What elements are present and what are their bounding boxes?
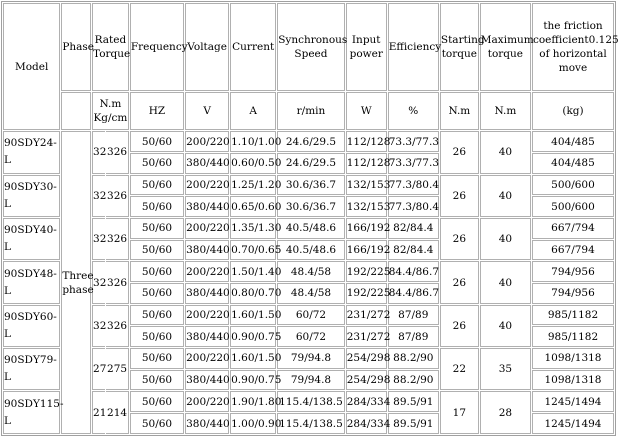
frequency-cell: 50/60 bbox=[130, 131, 184, 152]
speed-cell: 60/72 bbox=[277, 305, 345, 326]
header-current: Current bbox=[230, 3, 276, 91]
torque-nm: 32 bbox=[92, 131, 105, 173]
torque-nm: 32 bbox=[92, 218, 105, 260]
friction-cell: 794/956 bbox=[532, 283, 614, 304]
current-cell: 1.10/1.00 bbox=[230, 131, 276, 152]
power-cell: 284/334 bbox=[346, 391, 387, 412]
speed-cell: 48.4/58 bbox=[277, 283, 345, 304]
friction-cell: 1098/1318 bbox=[532, 348, 614, 369]
power-cell: 166/192 bbox=[346, 218, 387, 239]
current-cell: 1.60/1.50 bbox=[230, 348, 276, 369]
speed-cell: 24.6/29.5 bbox=[277, 153, 345, 174]
model-name: 90SDY115-L bbox=[3, 391, 60, 434]
friction-cell: 1245/1494 bbox=[532, 413, 614, 434]
torque-nm: 32 bbox=[92, 175, 105, 217]
table-row bbox=[3, 348, 614, 369]
starting-torque-cell: 26 bbox=[440, 261, 479, 303]
unit-efficiency: % bbox=[388, 92, 439, 130]
current-cell: 0.60/0.50 bbox=[230, 153, 276, 174]
frequency-cell: 50/60 bbox=[130, 261, 184, 282]
frequency-cell: 50/60 bbox=[130, 326, 184, 347]
voltage-cell: 200/220 bbox=[185, 218, 229, 239]
maximum-torque-cell: 28 bbox=[480, 391, 531, 434]
table-row bbox=[3, 131, 614, 152]
header-starting-torque: Starting torque bbox=[440, 3, 479, 91]
maximum-torque-cell: 40 bbox=[480, 218, 531, 260]
torque-kgcm: 326 bbox=[106, 261, 129, 303]
header-synchronous-speed: Synchronous Speed bbox=[277, 3, 345, 91]
efficiency-cell: 89.5/91 bbox=[388, 391, 439, 412]
power-cell: 112/128 bbox=[346, 131, 387, 152]
voltage-cell: 200/220 bbox=[185, 261, 229, 282]
efficiency-cell: 89.5/91 bbox=[388, 413, 439, 434]
header-friction: the friction coefficient0.125 of horizontal move bbox=[532, 3, 614, 91]
unit-synchronous-speed: r/min bbox=[277, 92, 345, 130]
voltage-cell: 200/220 bbox=[185, 391, 229, 412]
power-cell: 192/225 bbox=[346, 261, 387, 282]
voltage-cell: 380/440 bbox=[185, 153, 229, 174]
efficiency-cell: 87/89 bbox=[388, 305, 439, 326]
unit-starting-torque: N.m bbox=[440, 92, 479, 130]
header-voltage: Voltage bbox=[185, 3, 229, 91]
efficiency-cell: 82/84.4 bbox=[388, 240, 439, 261]
current-cell: 0.90/0.75 bbox=[230, 370, 276, 391]
speed-cell: 79/94.8 bbox=[277, 348, 345, 369]
phase-cell: Three phase bbox=[61, 131, 91, 434]
maximum-torque-cell: 35 bbox=[480, 348, 531, 390]
current-cell: 1.60/1.50 bbox=[230, 305, 276, 326]
speed-cell: 30.6/36.7 bbox=[277, 196, 345, 217]
maximum-torque-cell: 40 bbox=[480, 305, 531, 347]
speed-cell: 60/72 bbox=[277, 326, 345, 347]
efficiency-cell: 88.2/90 bbox=[388, 348, 439, 369]
power-cell: 132/153 bbox=[346, 175, 387, 196]
friction-cell: 667/794 bbox=[532, 218, 614, 239]
speed-cell: 40.5/48.6 bbox=[277, 218, 345, 239]
torque-nm: 21 bbox=[92, 391, 105, 434]
friction-cell: 985/1182 bbox=[532, 326, 614, 347]
power-cell: 231/272 bbox=[346, 326, 387, 347]
torque-kgcm: 275 bbox=[106, 348, 129, 390]
frequency-cell: 50/60 bbox=[130, 370, 184, 391]
speed-cell: 115.4/138.5 bbox=[277, 413, 345, 434]
power-cell: 132/153 bbox=[346, 196, 387, 217]
voltage-cell: 380/440 bbox=[185, 196, 229, 217]
torque-nm: 27 bbox=[92, 348, 105, 390]
current-cell: 1.00/0.90 bbox=[230, 413, 276, 434]
voltage-cell: 380/440 bbox=[185, 370, 229, 391]
current-cell: 0.90/0.75 bbox=[230, 326, 276, 347]
current-cell: 1.50/1.40 bbox=[230, 261, 276, 282]
starting-torque-cell: 26 bbox=[440, 305, 479, 347]
friction-cell: 1245/1494 bbox=[532, 391, 614, 412]
header-input-power: Input power bbox=[346, 3, 387, 91]
friction-cell: 667/794 bbox=[532, 240, 614, 261]
table-row bbox=[3, 218, 614, 239]
unit-rated-torque: N.m Kg/cm bbox=[92, 92, 129, 130]
friction-cell: 404/485 bbox=[532, 131, 614, 152]
power-cell: 112/128 bbox=[346, 153, 387, 174]
frequency-cell: 50/60 bbox=[130, 175, 184, 196]
starting-torque-cell: 26 bbox=[440, 131, 479, 173]
model-name: 90SDY60-L bbox=[3, 305, 60, 347]
starting-torque-cell: 22 bbox=[440, 348, 479, 390]
model-name: 90SDY40-L bbox=[3, 218, 60, 260]
unit-voltage: V bbox=[185, 92, 229, 130]
starting-torque-cell: 26 bbox=[440, 218, 479, 260]
power-cell: 254/298 bbox=[346, 370, 387, 391]
power-cell: 192/225 bbox=[346, 283, 387, 304]
maximum-torque-cell: 40 bbox=[480, 261, 531, 303]
model-name: 90SDY79-L bbox=[3, 348, 60, 390]
friction-cell: 404/485 bbox=[532, 153, 614, 174]
efficiency-cell: 73.3/77.3 bbox=[388, 153, 439, 174]
speed-cell: 30.6/36.7 bbox=[277, 175, 345, 196]
unit-row bbox=[3, 92, 614, 130]
efficiency-cell: 77.3/80.4 bbox=[388, 175, 439, 196]
voltage-cell: 200/220 bbox=[185, 175, 229, 196]
model-name: 90SDY30-L bbox=[3, 175, 60, 217]
model-name: 90SDY48-L bbox=[3, 261, 60, 303]
voltage-cell: 200/220 bbox=[185, 305, 229, 326]
efficiency-cell: 84.4/86.7 bbox=[388, 283, 439, 304]
voltage-cell: 200/220 bbox=[185, 131, 229, 152]
speed-cell: 24.6/29.5 bbox=[277, 131, 345, 152]
header-phase: Phase bbox=[61, 3, 91, 91]
frequency-cell: 50/60 bbox=[130, 283, 184, 304]
unit-input-power: W bbox=[346, 92, 387, 130]
torque-nm: 32 bbox=[92, 261, 105, 303]
current-cell: 1.25/1.20 bbox=[230, 175, 276, 196]
frequency-cell: 50/60 bbox=[130, 348, 184, 369]
frequency-cell: 50/60 bbox=[130, 240, 184, 261]
unit-phase bbox=[61, 92, 91, 130]
friction-cell: 794/956 bbox=[532, 261, 614, 282]
header-row bbox=[3, 3, 614, 91]
table-row bbox=[3, 175, 614, 196]
voltage-cell: 380/440 bbox=[185, 326, 229, 347]
current-cell: 1.90/1.80 bbox=[230, 391, 276, 412]
efficiency-cell: 77.3/80.4 bbox=[388, 196, 439, 217]
maximum-torque-cell: 40 bbox=[480, 131, 531, 173]
torque-kgcm: 326 bbox=[106, 218, 129, 260]
starting-torque-cell: 17 bbox=[440, 391, 479, 434]
header-efficiency: Efficiency bbox=[388, 3, 439, 91]
friction-cell: 985/1182 bbox=[532, 305, 614, 326]
voltage-cell: 200/220 bbox=[185, 348, 229, 369]
unit-current: A bbox=[230, 92, 276, 130]
voltage-cell: 380/440 bbox=[185, 283, 229, 304]
motor-spec-table bbox=[1, 1, 619, 436]
voltage-cell: 380/440 bbox=[185, 413, 229, 434]
header-model: Model bbox=[3, 3, 60, 130]
frequency-cell: 50/60 bbox=[130, 391, 184, 412]
current-cell: 1.35/1.30 bbox=[230, 218, 276, 239]
torque-kgcm: 214 bbox=[106, 391, 129, 434]
current-cell: 0.80/0.70 bbox=[230, 283, 276, 304]
frequency-cell: 50/60 bbox=[130, 218, 184, 239]
friction-cell: 500/600 bbox=[532, 196, 614, 217]
frequency-cell: 50/60 bbox=[130, 153, 184, 174]
header-maximum-torque: Maximum torque bbox=[480, 3, 531, 91]
torque-kgcm: 326 bbox=[106, 305, 129, 347]
friction-cell: 500/600 bbox=[532, 175, 614, 196]
friction-cell: 1098/1318 bbox=[532, 370, 614, 391]
efficiency-cell: 87/89 bbox=[388, 326, 439, 347]
efficiency-cell: 82/84.4 bbox=[388, 218, 439, 239]
power-cell: 166/192 bbox=[346, 240, 387, 261]
header-rated-torque: Rated Torque bbox=[92, 3, 129, 91]
speed-cell: 79/94.8 bbox=[277, 370, 345, 391]
current-cell: 0.70/0.65 bbox=[230, 240, 276, 261]
speed-cell: 48.4/58 bbox=[277, 261, 345, 282]
efficiency-cell: 73.3/77.3 bbox=[388, 131, 439, 152]
unit-friction: (kg) bbox=[532, 92, 614, 130]
model-name: 90SDY24-L bbox=[3, 131, 60, 173]
power-cell: 284/334 bbox=[346, 413, 387, 434]
table-row bbox=[3, 391, 614, 412]
frequency-cell: 50/60 bbox=[130, 196, 184, 217]
voltage-cell: 380/440 bbox=[185, 240, 229, 261]
speed-cell: 40.5/48.6 bbox=[277, 240, 345, 261]
power-cell: 231/272 bbox=[346, 305, 387, 326]
unit-maximum-torque: N.m bbox=[480, 92, 531, 130]
current-cell: 0.65/0.60 bbox=[230, 196, 276, 217]
unit-frequency: HZ bbox=[130, 92, 184, 130]
header-frequency: Frequency bbox=[130, 3, 184, 91]
frequency-cell: 50/60 bbox=[130, 305, 184, 326]
starting-torque-cell: 26 bbox=[440, 175, 479, 217]
torque-nm: 32 bbox=[92, 305, 105, 347]
table-row bbox=[3, 261, 614, 282]
table-row bbox=[3, 305, 614, 326]
torque-kgcm: 326 bbox=[106, 175, 129, 217]
efficiency-cell: 84.4/86.7 bbox=[388, 261, 439, 282]
efficiency-cell: 88.2/90 bbox=[388, 370, 439, 391]
frequency-cell: 50/60 bbox=[130, 413, 184, 434]
speed-cell: 115.4/138.5 bbox=[277, 391, 345, 412]
maximum-torque-cell: 40 bbox=[480, 175, 531, 217]
torque-kgcm: 326 bbox=[106, 131, 129, 173]
power-cell: 254/298 bbox=[346, 348, 387, 369]
